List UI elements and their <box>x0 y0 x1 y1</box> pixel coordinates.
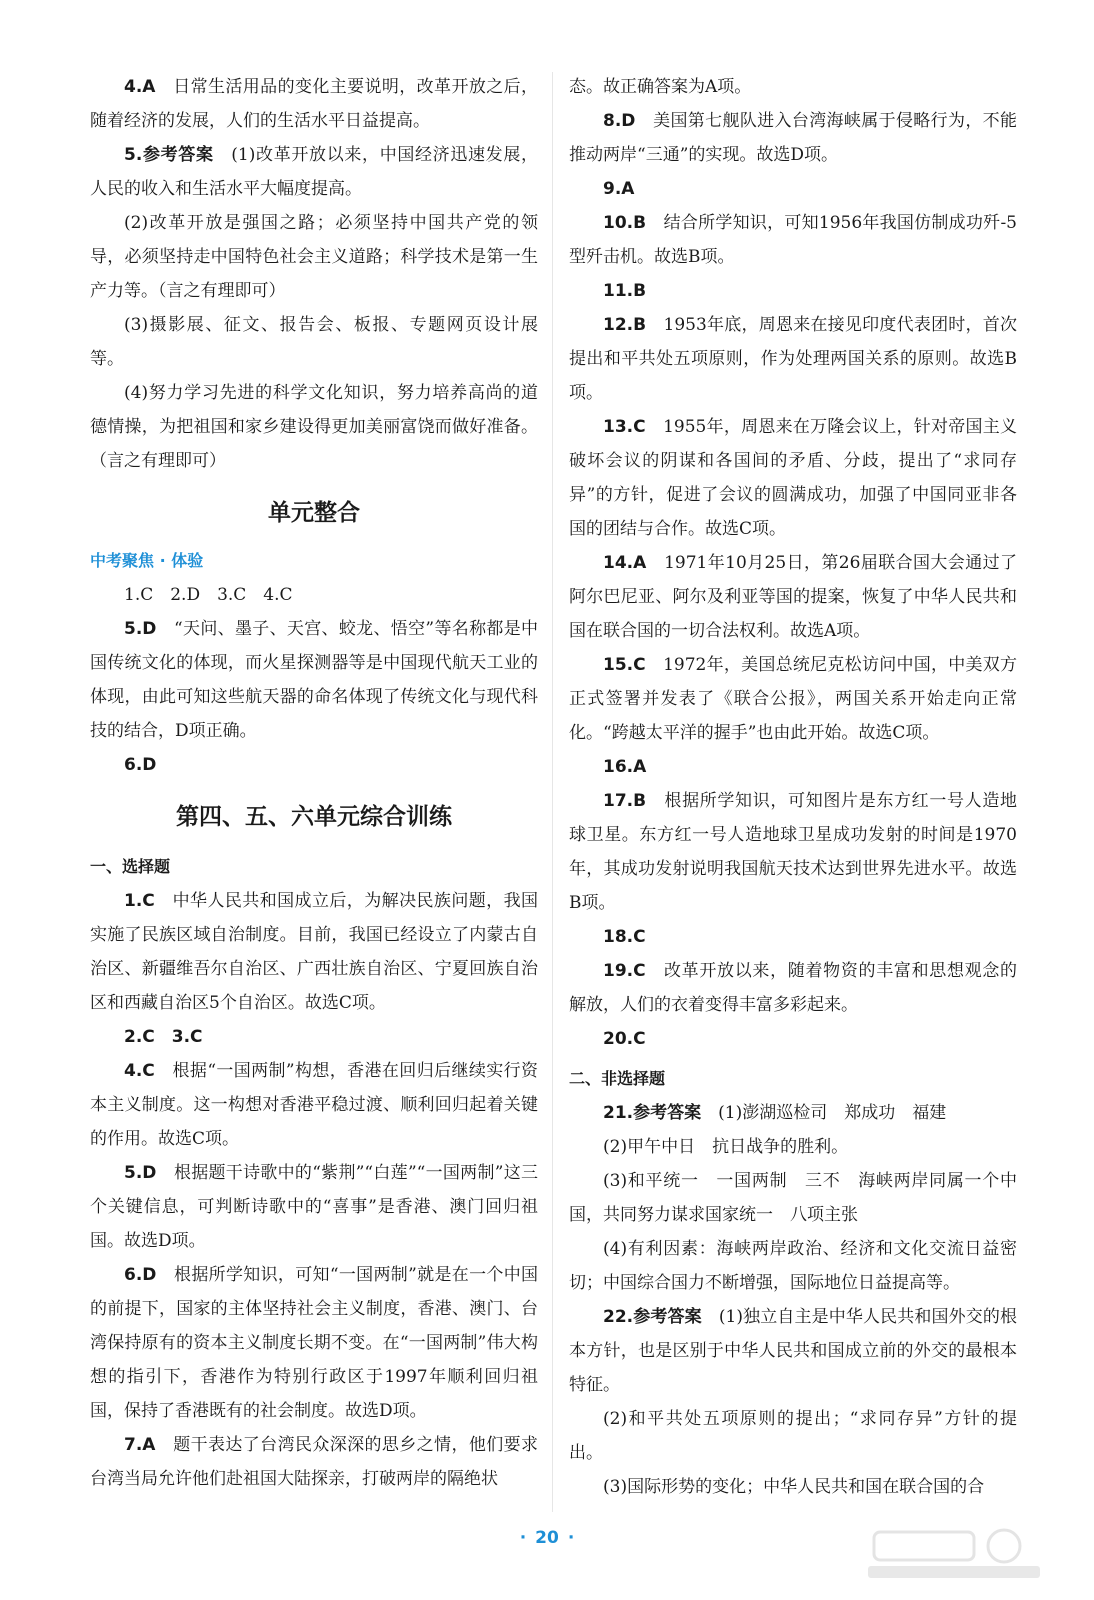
review-title: 第四、五、六单元综合训练 <box>176 804 452 830</box>
unit-answer-6: 6.D <box>124 755 157 775</box>
review-answer-22-part-3: (3)国际形势的变化；中华人民共和国在联合国的合 <box>603 1477 985 1497</box>
section-choice-heading: 一、选择题 <box>90 857 171 876</box>
review-answer-18: 18.C <box>603 927 646 947</box>
section-nonchoice-heading: 二、非选择题 <box>569 1069 666 1088</box>
review-answer-12: 12.B 1953年底，周恩来在接见印度代表团时，首次提出和平共处五项原则，作为处理两国关系的原则。故选B项。 <box>569 315 1018 403</box>
review-answer-1: 1.C 中华人民共和国成立后，为解决民族问题，我国实施了民族区域自治制度。目前，我国已经设立了内蒙古自治区、新疆维吾尔自治区、广西壮族自治区、宁夏回族自治区和西藏自治区5个自治区。故选C项。 <box>90 891 539 1013</box>
focus-label: 中考聚焦 · 体验 <box>90 551 204 570</box>
review-answer-4: 4.C 根据“一国两制”构想，香港在回归后继续实行资本主义制度。这一构想对香港平稳过渡、顺利回归起着关键的作用。故选C项。 <box>90 1061 539 1149</box>
review-answer-16: 16.A <box>603 757 647 777</box>
review-answers-2-3: 2.C 3.C <box>124 1027 203 1047</box>
answer-5: 5.参考答案 (1)改革开放以来，中国经济迅速发展，人民的收入和生活水平大幅度提高。 <box>90 145 539 199</box>
review-answer-21-part-4: (4)有利因素：海峡两岸政治、经济和文化交流日益密切；中国综合国力不断增强，国际地位日益提高等。 <box>569 1239 1017 1293</box>
review-answer-7: 7.A 题干表达了台湾民众深深的思乡之情，他们要求台湾当局允许他们赴祖国大陆探亲，打破两岸的隔绝状 <box>90 1435 539 1489</box>
unit-answers-1-4: 1.C 2.D 3.C 4.C <box>124 585 293 605</box>
review-answer-21-part-3: (3)和平统一 一国两制 三不 海峡两岸同属一个中国，共同努力谋求国家统一 八项主张 <box>569 1171 1017 1225</box>
review-answer-7-continued: 态。故正确答案为A项。 <box>569 77 752 97</box>
review-answer-5: 5.D 根据题干诗歌中的“紫荆”“白莲”“一国两制”这三个关键信息，可判断诗歌中的“喜事”是香港、澳门回归祖国。故选D项。 <box>90 1163 538 1251</box>
page-number: · 20 · <box>519 1528 575 1548</box>
answer-4: 4.A 日常生活用品的变化主要说明，改革开放之后，随着经济的发展，人们的生活水平日益提高。 <box>90 77 539 131</box>
review-answer-19: 19.C 改革开放以来，随着物资的丰富和思想观念的解放，人们的衣着变得丰富多彩起来。 <box>569 961 1018 1015</box>
review-answer-22: 22.参考答案 (1)独立自主是中华人民共和国外交的根本方针，也是区别于中华人民共和国成立前的外交的最根本特征。 <box>569 1307 1018 1395</box>
review-answer-10: 10.B 结合所学知识，可知1956年我国仿制成功歼-5型歼击机。故选B项。 <box>569 213 1018 267</box>
watermark-logo <box>854 1522 1054 1582</box>
answer-5-part-3: (3)摄影展、征文、报告会、板报、专题网页设计展等。 <box>90 315 538 369</box>
review-answer-14: 14.A 1971年10月25日，第26届联合国大会通过了阿尔巴尼亚、阿尔及利亚等国的提案，恢复了中华人民共和国在联合国的一切合法权利。故选A项。 <box>569 553 1017 641</box>
right-column <box>569 70 1017 1504</box>
unit-title: 单元整合 <box>268 500 360 526</box>
review-answer-17: 17.B 根据所学知识，可知图片是东方红一号人造地球卫星。东方红一号人造地球卫星成功发射的时间是1970年，其成功发射说明我国航天技术达到世界先进水平。故选B项。 <box>569 791 1018 913</box>
review-answer-8: 8.D 美国第七舰队进入台湾海峡属于侵略行为，不能推动两岸“三通”的实现。故选D项。 <box>569 111 1018 165</box>
review-answer-13: 13.C 1955年，周恩来在万隆会议上，针对帝国主义破坏会议的阴谋和各国间的矛盾、分歧，提出了“求同存异”的方针，促进了会议的圆满成功，加强了中国同亚非各国的团结与合作。故选C项。 <box>569 417 1017 539</box>
left-column <box>90 70 538 1496</box>
answer-5-part-2: (2)改革开放是强国之路；必须坚持中国共产党的领导，必须坚持走中国特色社会主义道路；科学技术是第一生产力等。（言之有理即可） <box>90 213 538 301</box>
review-answer-11: 11.B <box>603 281 647 301</box>
answer-5-part-4: (4)努力学习先进的科学文化知识，努力培养高尚的道德情操，为把祖国和家乡建设得更加美丽富饶而做好准备。（言之有理即可） <box>90 383 538 471</box>
review-answer-21: 21.参考答案 (1)澎湖巡检司 郑成功 福建 <box>603 1103 947 1123</box>
review-answer-6: 6.D 根据所学知识，可知“一国两制”就是在一个中国的前提下，国家的主体坚持社会主义制度，香港、澳门、台湾保持原有的资本主义制度长期不变。在“一国两制”伟大构想的指引下，香港作为特别行政区于1997年顺利回归祖国，保持了香港既有的社会制度。故选D项。 <box>90 1265 539 1421</box>
review-answer-15: 15.C 1972年，美国总统尼克松访问中国，中美双方正式签署并发表了《联合公报》，两国关系开始走向正常化。“跨越太平洋的握手”也由此开始。故选C项。 <box>569 655 1017 743</box>
review-answer-22-part-2: (2)和平共处五项原则的提出；“求同存异”方针的提出。 <box>569 1409 1017 1463</box>
review-answer-21-part-2: (2)甲午中日 抗日战争的胜利。 <box>603 1137 849 1157</box>
column-divider <box>552 72 553 1512</box>
review-answer-9: 9.A <box>603 179 635 199</box>
review-answer-20: 20.C <box>603 1029 646 1049</box>
unit-answer-5: 5.D “天问、墨子、天宫、蛟龙、悟空”等名称都是中国传统文化的体现，而火星探测器等是中国现代航天工业的体现，由此可知这些航天器的命名体现了传统文化与现代科技的结合，D项正确。 <box>90 619 539 741</box>
